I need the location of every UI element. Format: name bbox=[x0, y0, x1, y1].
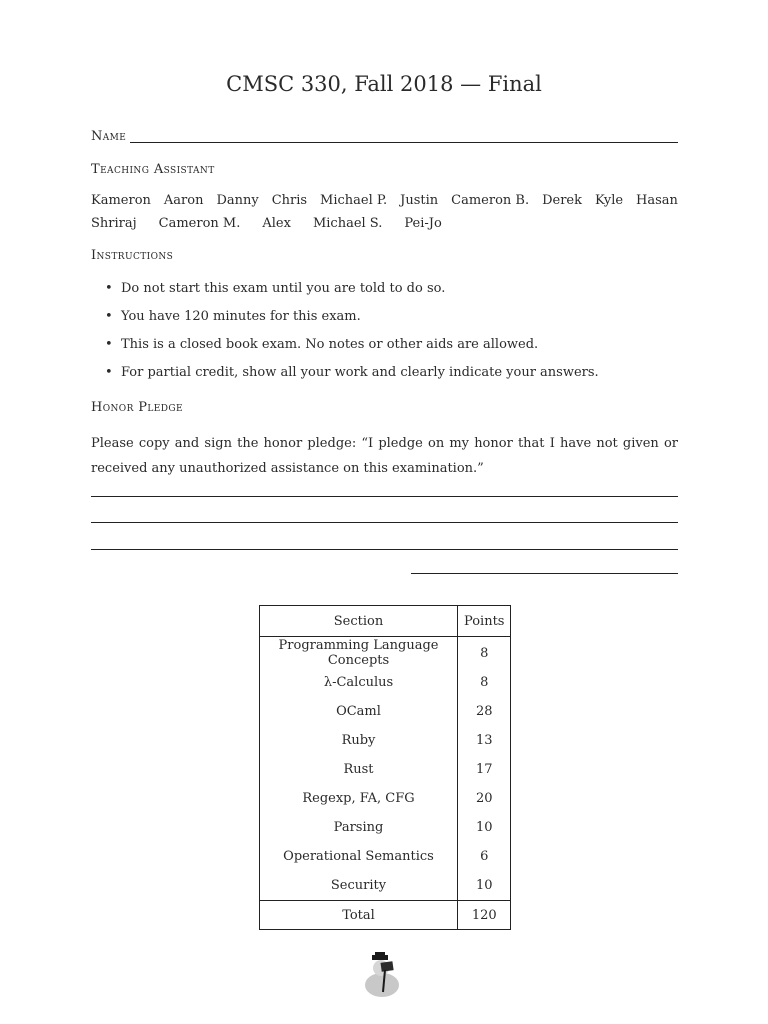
points-cell: 10 bbox=[458, 813, 511, 842]
bullet: • bbox=[105, 365, 113, 380]
column-header-section: Section bbox=[260, 606, 458, 637]
instructions-heading: Instructions bbox=[91, 248, 174, 263]
section-cell: λ-Calculus bbox=[260, 668, 458, 697]
ta-option[interactable]: Alex bbox=[262, 216, 291, 231]
pledge-copy-line-2[interactable] bbox=[91, 522, 678, 523]
ta-list-row-1 bbox=[91, 193, 678, 211]
total-points: 120 bbox=[458, 901, 511, 930]
mascot-logo bbox=[363, 952, 403, 998]
instruction-text: Do not start this exam until you are told to do so. bbox=[121, 281, 446, 296]
table-row bbox=[260, 668, 511, 697]
section-cell: Regexp, FA, CFG bbox=[260, 784, 458, 813]
ta-option[interactable]: Cameron M. bbox=[158, 216, 241, 231]
points-cell: 13 bbox=[458, 726, 511, 755]
instruction-text: You have 120 minutes for this exam. bbox=[121, 309, 361, 324]
table-row bbox=[260, 697, 511, 726]
section-cell: Operational Semantics bbox=[260, 842, 458, 871]
ta-option[interactable]: Chris bbox=[271, 193, 308, 208]
name-field-row bbox=[91, 129, 678, 145]
column-header-points: Points bbox=[458, 606, 511, 637]
points-cell: 28 bbox=[458, 697, 511, 726]
name-input-line[interactable] bbox=[130, 142, 678, 143]
ta-option[interactable]: Kameron bbox=[91, 193, 151, 208]
honor-pledge-heading: Honor Pledge bbox=[91, 400, 183, 415]
table-row bbox=[260, 726, 511, 755]
name-label: Name bbox=[91, 129, 127, 144]
ta-option[interactable]: Justin bbox=[400, 193, 439, 208]
snowman-mascot-icon bbox=[363, 952, 403, 998]
pledge-copy-line-1[interactable] bbox=[91, 496, 678, 497]
table-row bbox=[260, 813, 511, 842]
section-cell: Programming Language Concepts bbox=[260, 637, 458, 669]
instructions-list bbox=[91, 281, 599, 393]
points-cell: 10 bbox=[458, 871, 511, 901]
ta-option[interactable]: Cameron B. bbox=[451, 193, 530, 208]
points-cell: 8 bbox=[458, 637, 511, 669]
section-cell: Security bbox=[260, 871, 458, 901]
ta-option[interactable]: Michael S. bbox=[312, 216, 383, 231]
total-label: Total bbox=[260, 901, 458, 930]
section-cell: Ruby bbox=[260, 726, 458, 755]
ta-option[interactable]: Pei-Jo bbox=[404, 216, 442, 231]
ta-option[interactable]: Hasan bbox=[636, 193, 678, 208]
honor-pledge-text: Please copy and sign the honor pledge: “I pledge on my honor that I have not given or received any unauthorized assistance on this examination.” bbox=[91, 436, 678, 476]
total-row bbox=[260, 901, 511, 930]
bullet: • bbox=[105, 281, 113, 296]
bullet: • bbox=[105, 337, 113, 352]
instruction-item bbox=[91, 365, 599, 393]
table-row bbox=[260, 637, 511, 669]
section-cell: Parsing bbox=[260, 813, 458, 842]
ta-heading: Teaching Assistant bbox=[91, 162, 215, 177]
ta-option[interactable]: Shriraj bbox=[91, 216, 137, 231]
instruction-text: For partial credit, show all your work and clearly indicate your answers. bbox=[121, 365, 599, 380]
instruction-item bbox=[91, 281, 599, 309]
section-cell: OCaml bbox=[260, 697, 458, 726]
ta-option[interactable]: Michael P. bbox=[320, 193, 388, 208]
instruction-item bbox=[91, 309, 599, 337]
table-row bbox=[260, 784, 511, 813]
ta-option[interactable]: Kyle bbox=[594, 193, 624, 208]
instruction-item bbox=[91, 337, 599, 365]
points-cell: 20 bbox=[458, 784, 511, 813]
table-header-row bbox=[260, 606, 511, 637]
points-cell: 8 bbox=[458, 668, 511, 697]
table-row bbox=[260, 755, 511, 784]
pledge-copy-line-3[interactable] bbox=[91, 549, 678, 550]
ta-option[interactable]: Aaron bbox=[163, 193, 204, 208]
ta-option[interactable]: Derek bbox=[542, 193, 582, 208]
score-table bbox=[259, 605, 511, 930]
signature-line[interactable] bbox=[411, 573, 678, 574]
page-title: CMSC 330, Fall 2018 — Final bbox=[226, 72, 542, 96]
section-cell: Rust bbox=[260, 755, 458, 784]
ta-list-row-2 bbox=[91, 216, 442, 234]
table-row bbox=[260, 871, 511, 901]
table-row bbox=[260, 842, 511, 871]
bullet: • bbox=[105, 309, 113, 324]
points-cell: 17 bbox=[458, 755, 511, 784]
instruction-text: This is a closed book exam. No notes or other aids are allowed. bbox=[121, 337, 539, 352]
ta-option[interactable]: Danny bbox=[216, 193, 259, 208]
points-cell: 6 bbox=[458, 842, 511, 871]
